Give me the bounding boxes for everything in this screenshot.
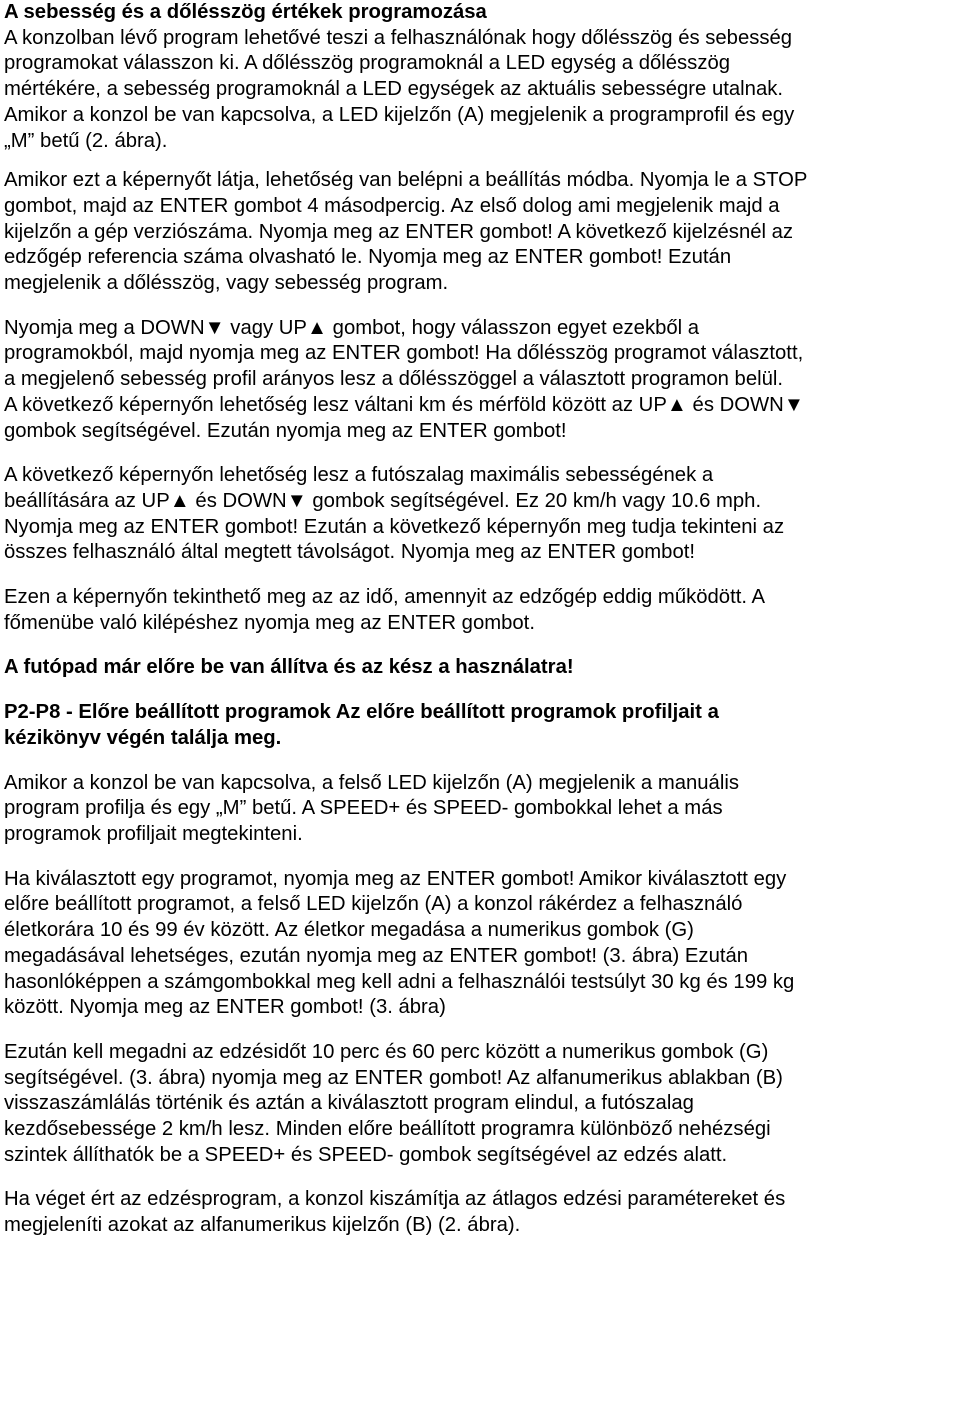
paragraph-age-weight: Ha kiválasztott egy programot, nyomja meg az ENTER gombot! Amikor kiválasztott egy előre beállított programot, a felső LED kijelzőn (A) a konzol rákérdez a felhasználó életkorára 10 és 99 év között. Az életkor megadása a numerikus gombok (G) megadásával lehetséges, ezután nyomja meg az ENTER gombot! (3. ábra) Ezután hasonlóképpen a számgombokkal meg kell adni a felhasználói testsúlyt 30 kg és 199 kg között. Nyomja meg az ENTER gombot! (3. ábra)	[4, 867, 795, 1019]
paragraph-preset-heading: P2-P8 - Előre beállított programok Az előre beállított programok profiljait a kézikönyv végén találja meg.	[4, 701, 719, 749]
paragraph-ready-note: A futópad már előre be van állítva és az kész a használatra!	[4, 656, 574, 679]
paragraph-workout-time: Ezután kell megadni az edzésidőt 10 perc és 60 perc között a numerikus gombok (G) segítségével. (3. ábra) nyomja meg az ENTER gombot! Az alfanumerikus ablakban (B) visszaszámlálás történik és aztán a kiválasztott program elindul, a futószalag kezdősebessége 2 km/h lesz. Minden előre beállított programra különböző nehézségi szintek állíthatók be a SPEED+ és SPEED- gombok segítségével az edzés alatt.	[4, 1040, 783, 1166]
paragraph-intro: A konzolban lévő program lehetővé teszi a felhasználónak hogy dőlésszög és sebesség programokat válasszon ki. A dőlésszög programoknál a LED egység a dőlésszög mértékére, a sebesség programoknál a LED egységek az aktuális sebességre utalnak. Amikor a konzol be van kapcsolva, a LED kijelzőn (A) megjelenik a programprofil és egy „M” betű (2. ábra).	[4, 26, 795, 152]
paragraph-max-speed: A következő képernyőn lehetőség lesz a futószalag maximális sebességének a beállítására az UP▲ és DOWN▼ gombok segítségével. Ez 20 km/h vagy 10.6 mph. Nyomja meg az ENTER gombot! Ezután a következő képernyőn meg tudja tekinteni az összes felhasználó által megtett távolságot. Nyomja meg az ENTER gombot!	[4, 464, 785, 564]
section-title: A sebesség és a dőlésszög értékek programozása	[4, 1, 487, 23]
paragraph-program-select: Nyomja meg a DOWN▼ vagy UP▲ gombot, hogy válasszon egyet ezekből a programokból, majd nyomja meg az ENTER gombot! Ha dőlésszög programot választott, a megjelenő sebesség profil arányos lesz a dőlésszöggel a választott programon belül. A következő képernyőn lehetőség lesz váltani km és mérföld között az UP▲ és DOWN▼ gombok segítségével. Ezután nyomja meg az ENTER gombot!	[4, 316, 804, 442]
paragraph-setup-mode: Amikor ezt a képernyőt látja, lehetőség van belépni a beállítás módba. Nyomja le a STOP gombot, majd az ENTER gombot 4 másodpercig. Az első dolog ami megjelenik majd a kijelzőn a gép verziószáma. Nyomja meg az ENTER gombot! A következő kijelzésnél az edzőgép referencia száma olvasható le. Nyomja meg az ENTER gombot! Ezután megjelenik a dőlésszög, vagy sebesség program.	[4, 169, 808, 295]
paragraph-preset-profiles: Amikor a konzol be van kapcsolva, a felső LED kijelzőn (A) megjelenik a manuális program profilja és egy „M” betű. A SPEED+ és SPEED- gombokkal lehet a más programok profiljait megtekinteni.	[4, 771, 739, 845]
paragraph-runtime: Ezen a képernyőn tekinthető meg az az idő, amennyit az edzőgép eddig működött. A főmenübe való kilépéshez nyomja meg az ENTER gombot.	[4, 586, 766, 634]
paragraph-summary: Ha véget ért az edzésprogram, a konzol kiszámítja az átlagos edzési paramétereket és megjeleníti azokat az alfanumerikus kijelzőn (B) (2. ábra).	[4, 1188, 786, 1237]
